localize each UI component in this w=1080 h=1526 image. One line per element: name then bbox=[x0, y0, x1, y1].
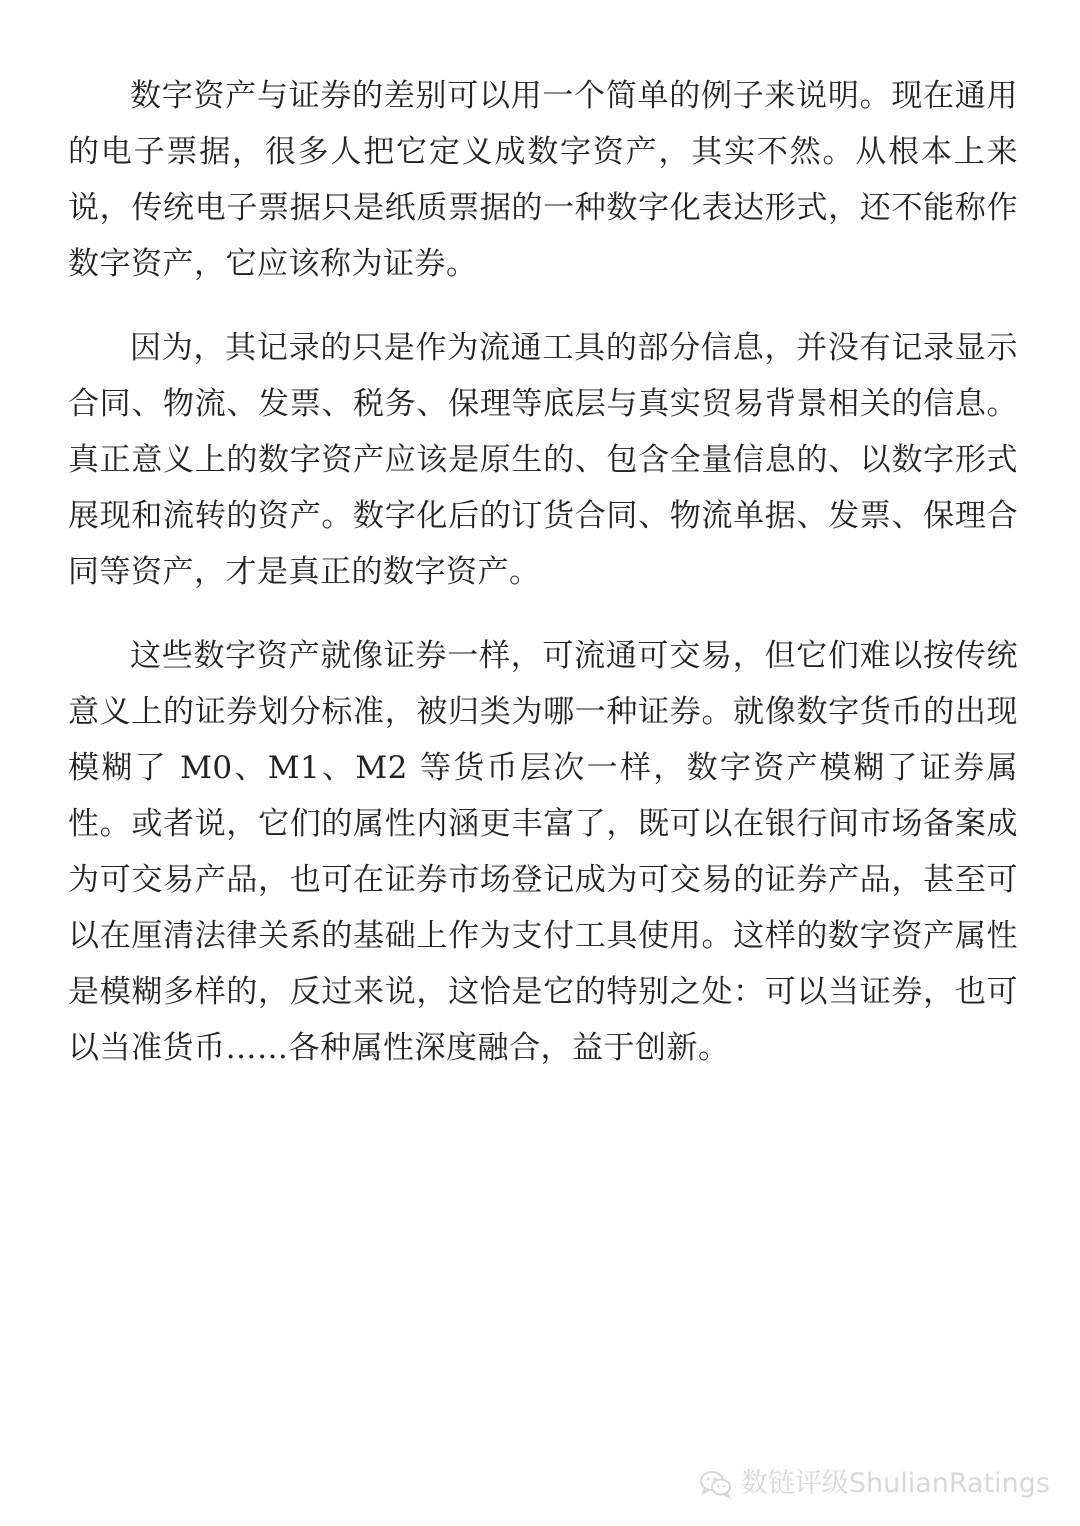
wechat-icon bbox=[699, 1469, 733, 1499]
paragraph-2: 因为，其记录的只是作为流通工具的部分信息，并没有记录显示合同、物流、发票、税务、保理等底层与真实贸易背景相关的信息。真正意义上的数字资产应该是原生的、包含全量信息的、以数字形式展现和流转的资产。数字化后的订货合同、物流单据、发票、保理合同等资产，才是真正的数字资产。 bbox=[68, 330, 1018, 590]
paragraph-3: 这些数字资产就像证券一样，可流通可交易，但它们难以按传统意义上的证券划分标准，被归类为哪一种证券。就像数字货币的出现模糊了 M0、M1、M2 等货币层次一样，数字资产模糊了证券属性。或者说，它们的属性内涵更丰富了，既可以在银行间市场备案成为可交易产品，也可在证券市场登记成为可交易的证券产品，甚至可以在厘清法律关系的基础上作为支付工具使用。这样的数字资产属性是模糊多样的，反过来说，这恰是它的特别之处：可以当证券，也可以当准货币……各种属性深度融合，益于创新。 bbox=[68, 638, 1018, 1066]
watermark-text: 数链评级ShulianRatings bbox=[740, 1468, 1050, 1499]
article-body bbox=[68, 68, 1018, 1076]
watermark bbox=[699, 1464, 1050, 1504]
paragraph-1: 数字资产与证券的差别可以用一个简单的例子来说明。现在通用的电子票据，很多人把它定义成数字资产，其实不然。从根本上来说，传统电子票据只是纸质票据的一种数字化表达形式，还不能称作数字资产，它应该称为证券。 bbox=[68, 78, 1018, 282]
